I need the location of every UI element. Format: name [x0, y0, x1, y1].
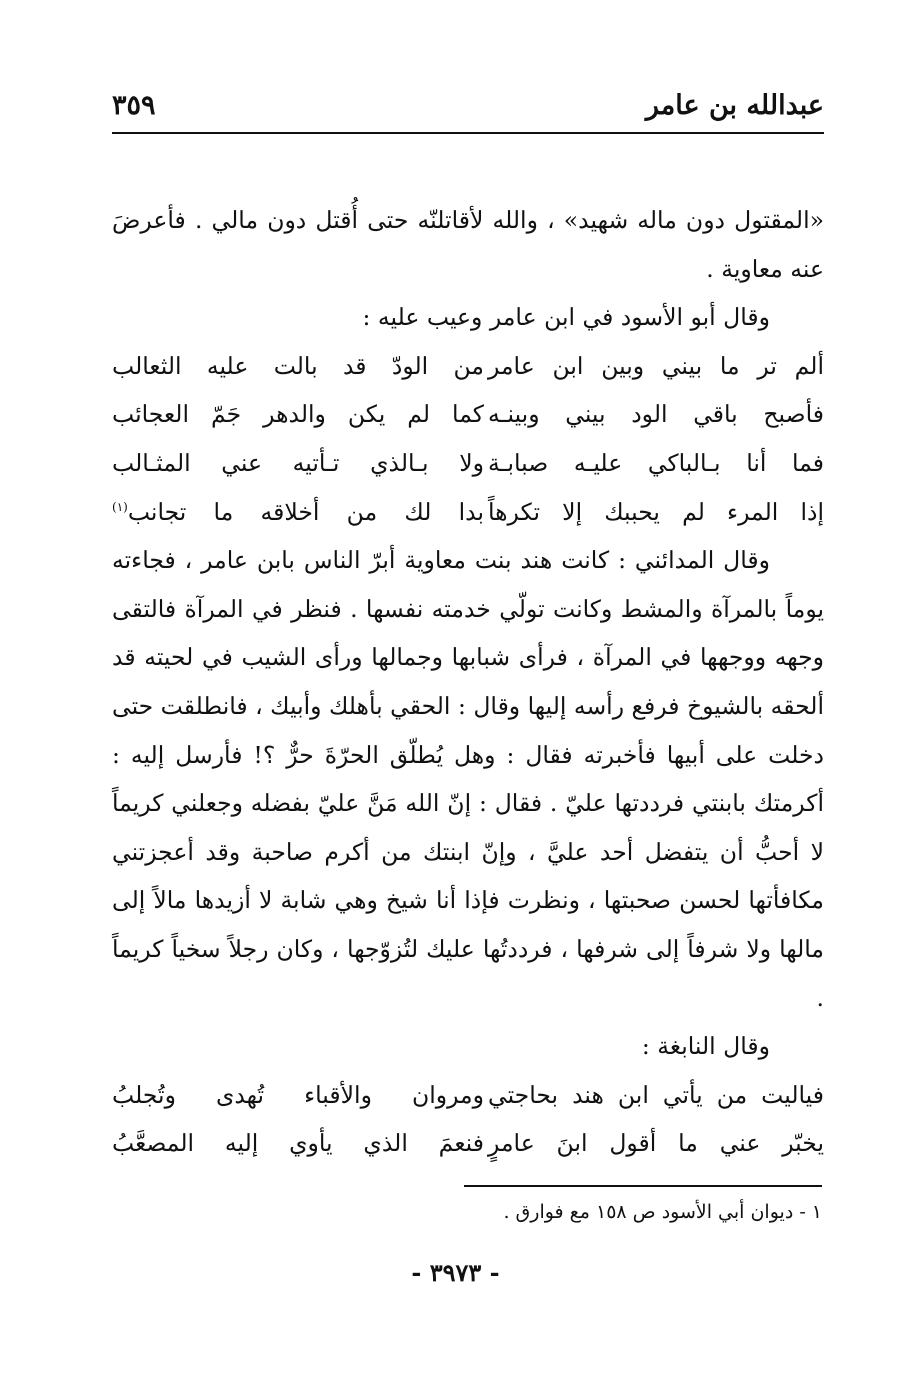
- verse-first-hemistich: إذا المرء لم يحببك إلا تكرهاً: [488, 497, 824, 526]
- verse-second-hemistich: من الودّ قد بالت عليه الثعالب: [112, 351, 484, 380]
- verse-first-hemistich: يخبّر عني ما أقول ابنَ عامرٍ: [488, 1129, 824, 1158]
- verse-line: [112, 488, 824, 537]
- verse-second-hemistich: فنعمَ الذي يأوي إليه المصعَّبُ: [112, 1129, 484, 1158]
- footnote-rule: [464, 1185, 822, 1187]
- verse-second-hemistich: ومروان والأقباء تُهدى وتُجلبُ: [112, 1080, 484, 1109]
- verse-second-hemistich: ولا بـالذي تـأتيه عني المثـالب: [112, 448, 484, 477]
- header-rule: [112, 132, 824, 134]
- paragraph-abu-aswad-intro: وقال أبو الأسود في ابن عامر وعيب عليه :: [362, 303, 770, 332]
- verse-first-hemistich: فما أنا بـالباكي عليـه صبابـة: [488, 448, 824, 477]
- verse-line: [112, 1119, 824, 1168]
- verse-first-hemistich: ألم تر ما بيني وبين ابن عامر: [488, 351, 824, 380]
- verse-second-hemistich: كما لم يكن والدهر جَمّ العجائب: [112, 400, 484, 429]
- verse-first-hemistich: فأصبح باقي الود بيني وبينـه: [488, 400, 824, 429]
- verse-first-hemistich: فياليت من يأتي ابن هند بحاجتي: [488, 1080, 824, 1109]
- paragraph-madaini: وقال المدائني : كانت هند بنت معاوية أبرّ الناس بابن عامر ، فجاءته يوماً بالمرآة والمشط وكانت تولّي خدمته نفسها . فنظر في المرآة فالتقى وجهه ووجهها في المرآة ، فرأى شبابها وجمالها ورأى الشيب في لحيته قد ألحقه بالشيوخ فرفع رأسه إليها وقال : الحقي بأهلك وأبيك ، فانطلقت حتى دخلت على أبيها فأخبرته فقال : وهل يُطلّق الحرّةَ حرٌّ ؟! فأرسل إليه : أكرمتك بابنتي فرددتها عليّ . فقال : إنّ الله مَنَّ عليّ بفضله وجعلني كريماً لا أحبُّ أن يتفضل أحد عليَّ ، وإنّ ابنتك من أكرم صاحبة وقد أعجزتني مكافأتها لحسن صحبتها ، ونظرت فإذا أنا شيخ وهي شابة لا أزيدها مالاً إلى مالها ولا شرفاً إلى شرفها ، فرددتُها عليك لتُزوّجها ، وكان رجلاً سخياً كريماً .: [112, 546, 824, 1012]
- footnote: ١ - ديوان أبي الأسود ص ١٥٨ مع فوارق .: [503, 1201, 822, 1223]
- verse-line: [112, 342, 824, 391]
- paragraph-muawiya: «المقتول دون ماله شهيد» ، والله لأقاتلنّه حتى أُقتل دون مالي . فأعرضَ عنه معاوية .: [112, 206, 824, 283]
- running-title: عبدالله بن عامر: [645, 89, 824, 121]
- verse-second-hemistich: [112, 488, 484, 537]
- verse-text: بدا لك من أخلاقه ما تجانب: [127, 497, 484, 526]
- verse-line: [112, 1071, 824, 1120]
- verse-line: [112, 390, 824, 439]
- paragraph-nabigha-intro: وقال النابغة :: [641, 1032, 770, 1061]
- verse-line: [112, 439, 824, 488]
- running-header: [112, 82, 824, 128]
- footnote-reference: (١): [112, 499, 128, 514]
- body-text: [112, 196, 824, 1168]
- page-number: ٣٥٩: [112, 89, 156, 121]
- folio-number: - ٣٩٧٣ -: [411, 1258, 500, 1287]
